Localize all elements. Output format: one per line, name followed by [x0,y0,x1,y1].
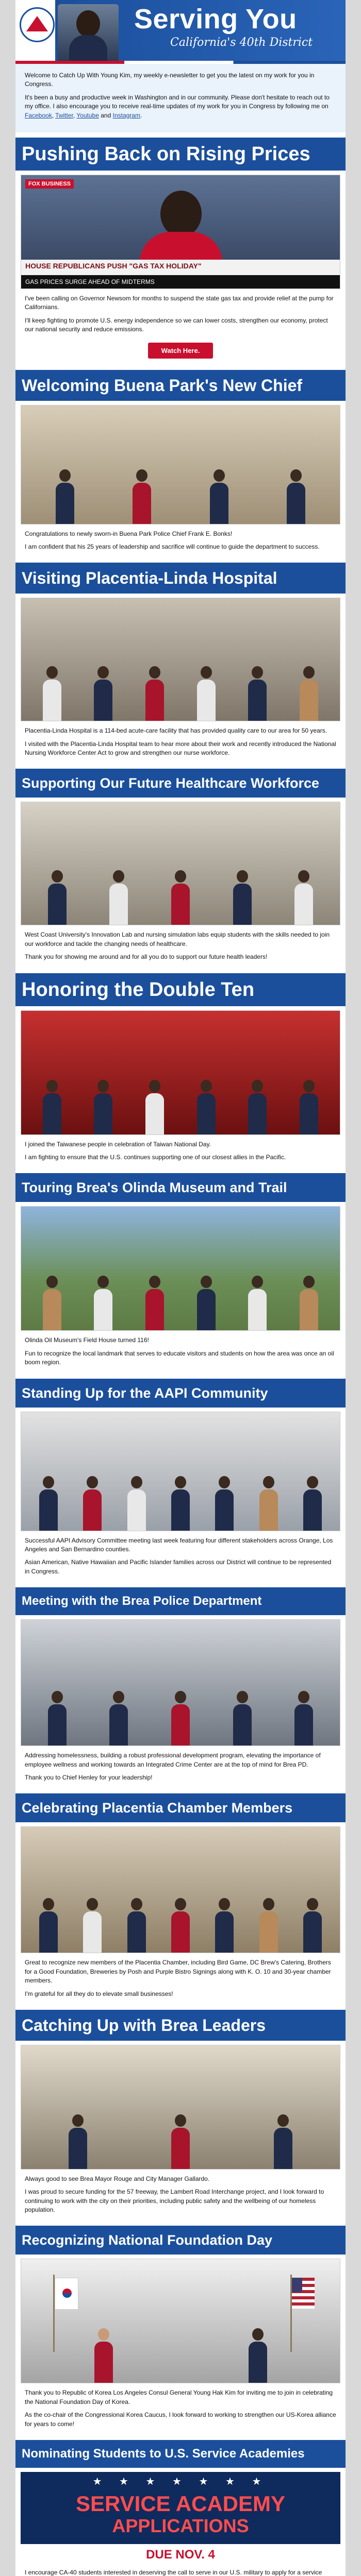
photo-placentia-chamber [21,1826,340,1953]
person [145,1080,164,1134]
intro-paragraph-2-text: It's been a busy and productive week in Washington and in our community. Please don't hesitate to reach out to my office. I also encourage you to receive real-time updates of my work for you in Congress by following me on [25,93,330,110]
person [171,1898,190,1953]
button-row [15,341,346,365]
people-group [21,852,340,925]
person [127,1898,146,1953]
photo-brea-leaders [21,2045,340,2170]
newsletter [15,0,346,2576]
caption-text: I am fighting to ensure that the U.S. continues supporting one of our closest allies in the Pacific. [25,1154,286,1161]
person [233,870,252,925]
section-title-placentia-chamber: Celebrating Placentia Chamber Members [15,1793,346,1822]
caption-text: West Coast University's Innovation Lab and nursing simulation labs equip students with the skills needed to join our workforce and tackle the changing needs of healthcare. [25,931,330,947]
caption-foundation-day [15,2383,346,2435]
section-title-brea-leaders: Catching Up with Brea Leaders [15,2010,346,2041]
caption-text: Thank you for showing me around and for all you do to support our future health leaders! [25,953,268,961]
people-group [21,648,340,721]
person [43,666,61,721]
banner-line: APPLICATIONS [112,2515,249,2537]
photo-foundation-day [21,2259,340,2383]
section-title-double-ten: Honoring the Double Ten [15,973,346,1006]
caption-text: I am confident that his 25 years of leadership and sacrifice will continue to guide the department to success. [25,543,320,550]
caption-text: I joined the Taiwanese people in celebration of Taiwan National Day. [25,1140,211,1148]
masthead [15,0,346,61]
tv-ticker: GAS PRICES SURGE AHEAD OF MIDTERMS [21,275,340,289]
person [303,1898,322,1953]
person [43,1276,61,1330]
caption-rising-prices [15,289,346,341]
caption-text: Placentia-Linda Hospital is a 114-bed acute-care facility that has provided quality care to our area for 50 years. [25,727,327,735]
link-facebook[interactable]: Facebook [25,111,52,119]
masthead-subtitle: California's 40th District [170,36,313,49]
caption-brea-leaders [15,2170,346,2221]
section-title-placentia-linda: Visiting Placentia-Linda Hospital [15,563,346,594]
caption-text: Great to recognize new members of the Placentia Chamber, including Bird Game, DC Brew's Catering, Brothers for a Good Foundation, Breweries by Posh and Purple Bistro Signings along with K. O. 10 and 30-year chamber members. [25,1959,331,1985]
banner-deadline: DUE NOV. 4 [146,2548,215,2562]
person [287,469,305,524]
person [56,469,74,524]
photo-buena-park-chief [21,405,340,524]
person [83,1898,102,1953]
person [233,1691,252,1745]
person [109,870,128,925]
person [259,1898,278,1953]
people-group [21,1460,340,1531]
caption-text: Successful AAPI Advisory Committee meeting last week featuring four different stakeholders across Orange, Los Angeles and San Bernardino counties. [25,1536,333,1553]
caption-text: Thank you to Republic of Korea Los Angeles Consul General Young Hak Kim for inviting me to join in celebrating the National Foundation Day of Korea. [25,2389,333,2405]
section-title-rising-prices: Pushing Back on Rising Prices [15,138,346,171]
caption-academies [15,2544,346,2576]
section-title-olinda: Touring Brea's Olinda Museum and Trail [15,1173,346,1202]
caption-text: Addressing homelessness, building a robust professional development program, elevating the importance of employee wellness and working towards an Integrated Crime Center are at the top of mind for Brea PD. [25,1752,321,1768]
caption-text: I'll keep fighting to promote U.S. energy independence so we can lower costs, strengthen our economy, protect our national security and reduce emissions. [25,316,328,333]
person [197,1080,216,1134]
caption-text: I've been calling on Governor Newsom for months to suspend the state gas tax and provide relief at the pump for Californians. [25,294,334,311]
photo-nursing-lab [21,802,340,925]
person [248,1276,267,1330]
person [94,1080,112,1134]
person [39,1898,58,1953]
person [39,1476,58,1531]
person [248,1080,267,1134]
person [48,1691,67,1745]
congressional-seal-logo [20,7,55,42]
caption-text: Congratulations to newly sworn-in Buena Park Police Chief Frank E. Bonks! [25,530,233,537]
section-title-healthcare-workforce: Supporting Our Future Healthcare Workforce [15,769,346,798]
caption-healthcare-workforce [15,925,346,968]
caption-text: Always good to see Brea Mayor Rouge and City Manager Gallardo. [25,2175,210,2182]
speaker-head [160,191,202,237]
caption-text: I'm grateful for all they do to elevate small businesses! [25,1990,173,1997]
person [249,2328,267,2383]
photo-brea-police [21,1619,340,1746]
caption-text: Fun to recognize the local landmark that serves to educate visitors and students on how the area was once an oil boom region. [25,1349,334,1366]
intro-paragraph-2: It's been a busy and productive week in Washington and in our community. Please don't hesitate to reach out to my office. I also encourage you to receive real-time updates of my work for you in Congress by following me on Facebook, Twitter, Youtube and Instagram. [25,93,330,119]
caption-text: Asian American, Native Hawaiian and Pacific Islander families across our District will continue to be represented in Congress. [25,1558,332,1575]
caption-placentia-linda [15,721,346,764]
person [300,1276,318,1330]
caption-text: I was proud to secure funding for the 57 freeway, the Lambert Road Interchange project, and I look forward to continuing to work with the city on their priorities, including public safety and the wellbeing of our homeless population. [25,2188,324,2214]
photo-aapi-committee [21,1412,340,1531]
person [171,2114,190,2169]
people-group [21,2309,340,2383]
caption-buena-park [15,524,346,558]
people-group [21,1256,340,1330]
person [215,1898,234,1953]
person [133,469,151,524]
tv-chyron: HOUSE REPUBLICANS PUSH "GAS TAX HOLIDAY" [21,260,340,275]
link-youtube[interactable]: Youtube [76,111,99,119]
person [145,666,164,721]
network-badge: FOX BUSINESS [25,179,74,189]
academy-banner [21,2472,340,2544]
person [171,1476,190,1531]
person [300,666,318,721]
person [109,1691,128,1745]
caption-text: Olinda Oil Museum's Field House turned 116! [25,1336,149,1344]
caption-aapi [15,1531,346,1583]
person [294,870,313,925]
section-title-academies: Nominating Students to U.S. Service Academies [15,2440,346,2468]
person [210,469,228,524]
person [48,870,67,925]
caption-text: Thank you to Chief Henley for your leadership! [25,1773,153,1781]
person [94,1276,112,1330]
section-title-brea-police: Meeting with the Brea Police Department [15,1587,346,1615]
section-title-foundation-day: Recognizing National Foundation Day [15,2226,346,2255]
banner-line: SERVICE ACADEMY [75,2492,286,2516]
person [43,1080,61,1134]
intro-paragraph-1: Welcome to Catch Up With Young Kim, my weekly e-newsletter to get you the latest on my work for you in Congress. [25,72,315,88]
person [94,666,112,721]
person [145,1276,164,1330]
link-instagram[interactable]: Instagram [112,111,140,119]
photo-tv-interview[interactable] [21,175,340,289]
person [215,1476,234,1531]
people-group [21,453,340,524]
representative-portrait [58,4,119,61]
link-twitter[interactable]: Twitter [55,111,73,119]
person [274,2114,292,2169]
caption-placentia-chamber [15,1953,346,2005]
photo-double-ten [21,1010,340,1135]
person [259,1476,278,1531]
person [127,1476,146,1531]
caption-brea-police [15,1746,346,1788]
intro-block [15,64,346,132]
photo-olinda-trail [21,1206,340,1331]
people-group [21,2095,340,2169]
people-group [21,1877,340,1953]
person [171,1691,190,1745]
banner-stars: ★ ★ ★ ★ ★ ★ ★ [92,2476,269,2488]
masthead-title: Serving You [134,4,297,35]
person [69,2114,87,2169]
photo-hospital-visit [21,598,340,721]
section-title-buena-park: Welcoming Buena Park's New Chief [15,370,346,401]
person [294,1691,313,1745]
person [197,1276,216,1330]
watch-here-button[interactable]: Watch Here. [148,343,214,359]
person [303,1476,322,1531]
person [248,666,267,721]
section-title-aapi: Standing Up for the AAPI Community [15,1379,346,1408]
person [300,1080,318,1134]
caption-text: I visited with the Placentia-Linda Hospital team to hear more about their work and recently introduced the National Nursing Workforce Center Act to grow and strengthen our nurse workforce. [25,740,336,757]
person [83,1476,102,1531]
caption-text: As the co-chair of the Congressional Korea Caucus, I look forward to working to strengthen our US-Korea alliance for years to come! [25,2411,336,2428]
person [197,666,216,721]
people-group [21,1060,340,1134]
person [94,2328,113,2383]
people-group [21,1670,340,1745]
caption-double-ten [15,1135,346,1168]
caption-text: I encourage CA-40 students interested in deserving the call to serve in our U.S. military to apply for a service [25,2568,322,2576]
person [171,870,190,925]
caption-olinda [15,1331,346,1373]
